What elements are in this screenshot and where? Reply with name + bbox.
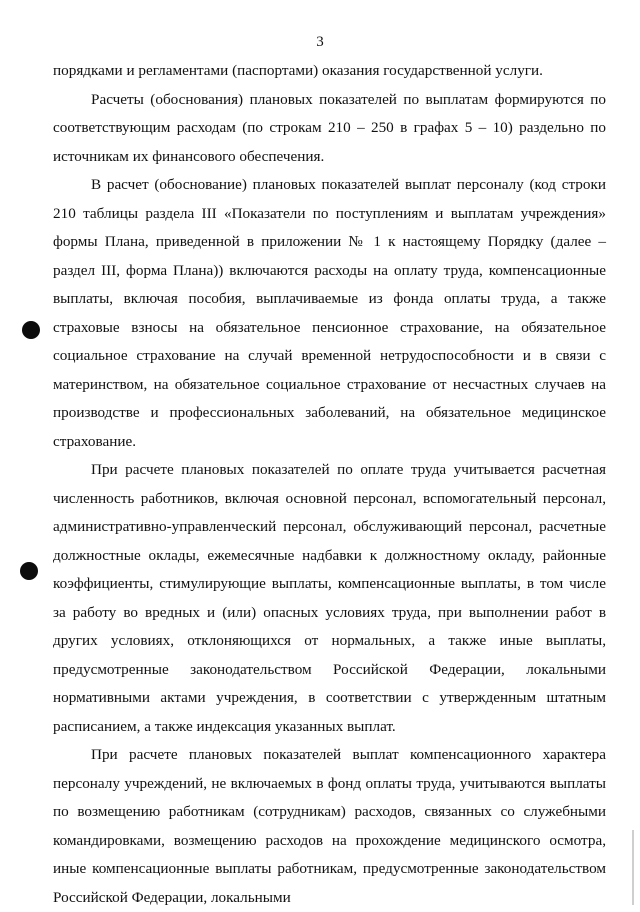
paragraph-4: При расчете плановых показателей по оплате труда учитывается расчетная численность работников, включая основной персонал, вспомогательный персонал, административно-управленческий персонал, обслуживающий персонал, расчетные должностные оклады, ежемесячные надбавки к должностному окладу, районные коэффициенты, стимулирующие выплаты, компенсационные выплаты, в том числе за работу во вредных и (или) опасных условиях труда, при выполнении работ в других условиях, отклоняющихся от нормальных, а также иные выплаты, предусмотренные законодательством Российской Федерации, локальными нормативными актами учреждения, в соответствии с утвержденным штатным расписанием, а также индексация указанных выплат. — [53, 461, 606, 735]
page-number: 3 — [316, 34, 324, 50]
punch-hole-bottom — [20, 562, 38, 580]
paragraph-2: Расчеты (обоснования) плановых показателей по выплатам формируются по соответствующим расходам (по строкам 210 – 250 в графах 5 – 10) раздельно по источникам их финансового обеспечения. — [53, 90, 606, 165]
scan-edge-mark — [632, 830, 634, 905]
punch-hole-top — [22, 321, 40, 339]
paragraph-5: При расчете плановых показателей выплат компенсационного характера персоналу учреждений, не включаемых в фонд оплаты труда, учитываются выплаты по возмещению работникам (сотрудникам) расходов, связанных со служебными командировками, возмещению расходов на прохождение медицинского осмотра, иные компенсационные выплаты работникам, предусмотренные законодательством Российской Федерации, локальными — [53, 746, 606, 906]
document-body — [53, 57, 606, 912]
paragraph-3: В расчет (обоснование) плановых показателей выплат персоналу (код строки 210 таблицы раздела III «Показатели по поступлениям и выплатам учреждения» формы Плана, приведенной в приложении № 1 к настоящему Порядку (далее – раздел III, форма Плана)) включаются расходы на оплату труда, компенсационные выплаты, включая пособия, выплачиваемые из фонда оплаты труда, а также страховые взносы на обязательное пенсионное страхование, на обязательное социальное страхование на случай временной нетрудоспособности и в связи с материнством, на обязательное социальное страхование от несчастных случаев на производстве и профессиональных заболеваний, на обязательное медицинское страхование. — [53, 176, 606, 450]
paragraph-1: порядками и регламентами (паспортами) оказания государственной услуги. — [53, 62, 543, 79]
